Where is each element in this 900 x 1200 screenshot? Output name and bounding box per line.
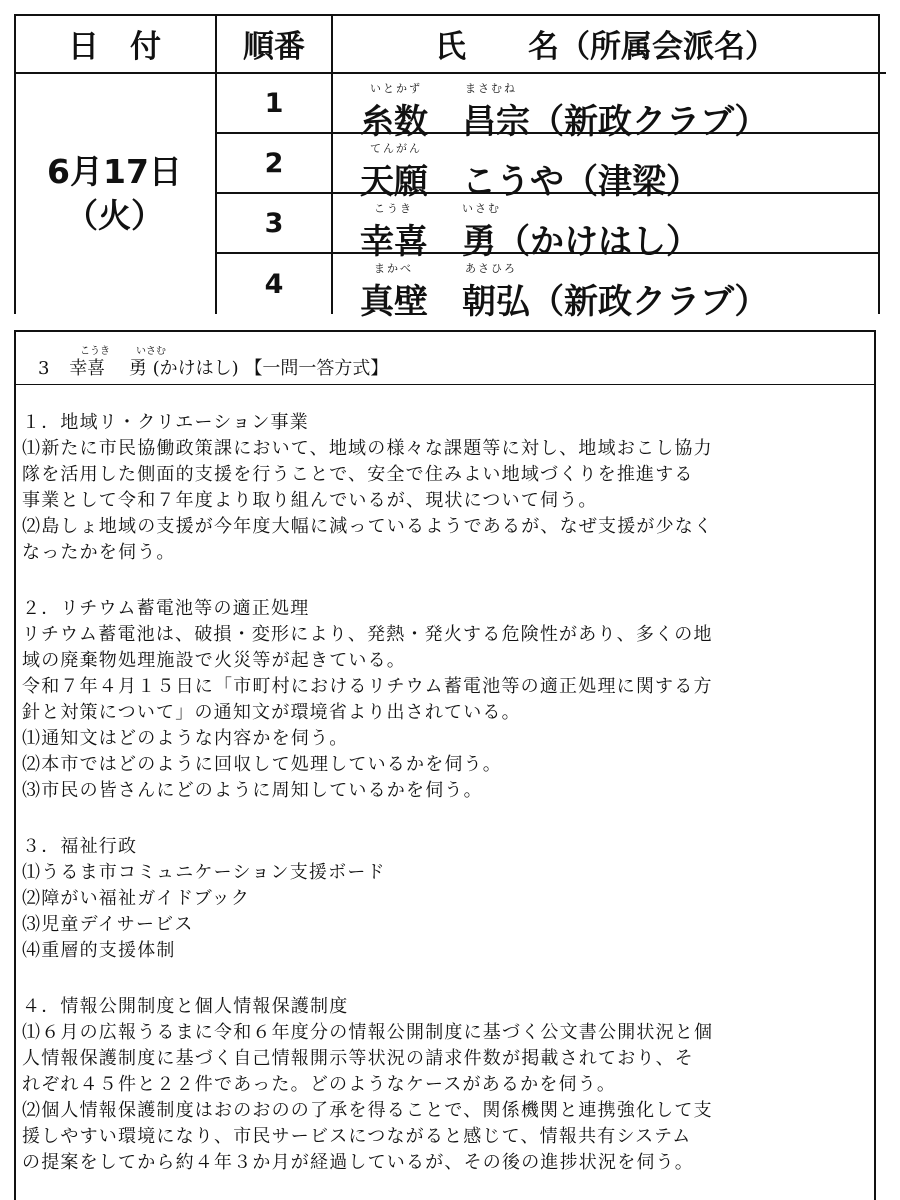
name-text-1: 糸数 昌宗（新政クラブ） [360,102,769,142]
name-text-3: 幸喜 勇（かけはし） [360,222,700,262]
header-given-name: 勇 [128,358,147,379]
header-format: 【一問一答方式】 [244,358,389,379]
paragraph-line: 針と対策について」の通知文が環境省より出されている。 [22,702,521,723]
order-number-2: 2 [264,147,284,179]
order-number-4: 4 [264,268,284,300]
paragraph-line: 事業として令和７年度より取り組んでいるが、現状について伺う。 [22,490,598,511]
paragraph-line: ⑵島しょ地域の支援が今年度大幅に減っているようであるが、なぜ支援が少なく [22,516,714,537]
ruby-surname-4: まかべ [374,262,413,275]
date-text: 6月17日 [47,152,182,191]
section-heading-1: １．地域リ・クリエーション事業 [22,412,309,433]
paragraph-line: ⑴通知文はどのような内容かを伺う。 [22,728,349,749]
header-surname: 幸喜 [69,358,106,379]
order-number-3: 3 [264,207,284,239]
section-heading-2: ２．リチウム蓄電池等の適正処理 [22,598,310,619]
paragraph-line: の提案をしてから約４年３か月が経過しているが、その後の進捗状況を伺う。 [22,1152,694,1173]
paragraph-line: 隊を活用した側面的支援を行うことで、安全で住みよい地域づくりを推進する [22,464,694,485]
section-heading-4: ４．情報公開制度と個人情報保護制度 [22,996,349,1017]
order-number-1: 1 [264,87,284,119]
paragraph-line: 域の廃棄物処理施設で火災等が起きている。 [22,650,406,671]
name-text-2: 天願 こうや（津梁） [360,162,700,202]
ruby-given-3: いさむ [462,202,501,215]
header-number: 3 [38,358,50,379]
member-name-2 [360,140,880,202]
ruby-surname-3: こうき [374,202,413,215]
name-text-4: 真壁 朝弘（新政クラブ） [360,282,769,322]
date-cell [14,74,215,314]
member-name-1 [360,80,880,142]
ruby-surname-2: てんがん [370,142,422,155]
paragraph-line: ⑵本市ではどのように回収して処理しているかを伺う。 [22,754,502,775]
header-date: 日 付 [68,28,161,65]
paragraph-line: ⑷重層的支援体制 [22,940,176,961]
paragraph-line: なったかを伺う。 [22,542,176,563]
weekday-text: （火） [65,196,164,235]
header-ruby-surname: こうき [80,346,110,357]
ruby-given-1: まさむね [465,82,517,95]
ruby-given-4: あさひろ [465,262,517,275]
paragraph-line: リチウム蓄電池は、破損・変形により、発熱・発火する危険性があり、多くの地 [22,624,713,645]
header-ruby-given: いさむ [136,346,166,357]
member-name-4 [360,260,880,322]
section-heading-3: ３．福祉行政 [22,836,138,857]
paragraph-line: ⑴新たに市民協働政策課において、地域の様々な課題等に対し、地域おこし協力 [22,438,713,459]
paragraph-line: 援しやすい環境になり、市民サービスにつながると感じて、情報共有システム [22,1126,692,1147]
paragraph-line: ⑴うるま市コミュニケーション支援ボード [22,862,386,883]
header-order: 順番 [243,28,305,65]
paragraph-line: ⑴６月の広報うるまに令和６年度分の情報公開制度に基づく公文書公開状況と個 [22,1022,714,1043]
paragraph-line: ⑶市民の皆さんにどのように周知しているかを伺う。 [22,780,483,801]
paragraph-line: 令和７年４月１５日に「市町村におけるリチウム蓄電池等の適正処理に関する方 [22,676,713,697]
paragraph-line: ⑶児童デイサービス [22,914,194,935]
paragraph-line: れぞれ４５件と２２件であった。どのようなケースがあるかを伺う。 [22,1074,617,1095]
paragraph-line: ⑵個人情報保護制度はおのおのの了承を得ることで、関係機関と連携強化して支 [22,1100,713,1121]
header-divider-line [16,384,874,385]
schedule-table [14,14,886,322]
ruby-surname-1: いとかず [370,82,422,95]
paragraph-line: ⑵障がい福祉ガイドブック [22,888,251,909]
member-name-3 [360,200,880,262]
header-faction: (かけはし) [152,358,239,379]
question-box [14,330,876,1200]
header-name: 氏 名（所属会派名） [435,28,776,65]
paragraph-line: 人情報保護制度に基づく自己情報開示等状況の請求件数が掲載されており、そ [22,1048,694,1069]
